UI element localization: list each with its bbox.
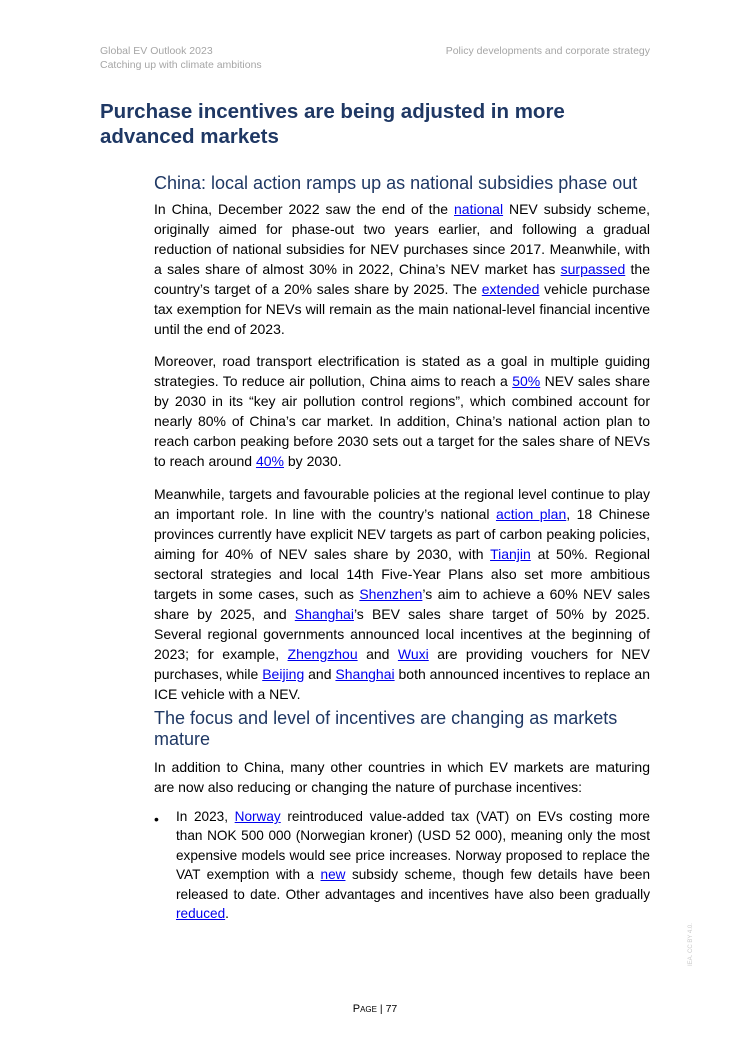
- link-surpassed[interactable]: surpassed: [560, 261, 626, 277]
- link-tianjin[interactable]: Tianjin: [490, 546, 531, 562]
- license-note: IEA. CC BY 4.0.: [688, 923, 694, 966]
- link-50-percent[interactable]: 50%: [512, 373, 541, 389]
- link-new[interactable]: new: [320, 867, 346, 883]
- link-zhengzhou[interactable]: Zhengzhou: [287, 646, 358, 662]
- paragraph-china-regional: Meanwhile, targets and favourable policies at the regional level continue to play an important role. In line with the country’s national action plan, 18 Chinese provinces currently have explicit NEV targets as part of carbon peaking policies, aiming for 40% of NEV sales share by 2030, with Tianjin at 50%. Regional sectoral strategies and local 14th Five-Year Plans also set more ambitious targets in some cases, such as Shenzhen’s aim to achieve a 60% NEV sales share by 2025, and Shanghai’s BEV sales share target of 50% by 2025. Several regional governments announced local incentives at the beginning of 2023; for example, Zhengzhou and Wuxi are providing vouchers for NEV purchases, while Beijing and Shanghai both announced incentives to replace an ICE vehicle with a NEV.: [154, 486, 651, 702]
- link-national[interactable]: national: [454, 201, 504, 217]
- page-separator: |: [379, 1003, 383, 1015]
- section-heading-china: China: local action ramps up as national subsidies phase out: [154, 173, 638, 193]
- link-beijing[interactable]: Beijing: [262, 666, 305, 682]
- paragraph-china-subsidies: In China, December 2022 saw the end of the national NEV subsidy scheme, originally aimed for phase-out two years earlier, and following a gradual reduction of national subsidies for NEV purchases since 2017. Meanwhile, with a sales share of almost 30% in 2022, China’s NEV market has surpassed the country’s target of a 20% sales share by 2025. The extended vehicle purchase tax exemption for NEVs will remain as the main national-level financial incentive until the end of 2023.: [154, 201, 651, 337]
- link-40-percent[interactable]: 40%: [255, 453, 284, 469]
- page-number: 77: [385, 1003, 398, 1015]
- bullet-marker: •: [154, 811, 159, 827]
- link-shanghai-bev[interactable]: Shanghai: [294, 606, 354, 622]
- link-reduced[interactable]: reduced: [176, 906, 226, 922]
- chapter-title: Policy developments and corporate strategy: [445, 45, 650, 57]
- page-footer: [0, 1003, 750, 1015]
- link-wuxi[interactable]: Wuxi: [397, 646, 429, 662]
- paragraph-china-targets: Moreover, road transport electrification is stated as a goal in multiple guiding strategies. To reduce air pollution, China aims to reach a 50% NEV sales share by 2030 in its “key air pollution control regions”, which combined account for nearly 80% of China’s car market. In addition, China’s national action plan to reach carbon peaking before 2030 sets out a target for the sales share of NEVs to reach around 40% by 2030.: [154, 353, 650, 469]
- report-title: Global EV Outlook 2023: [100, 45, 213, 57]
- paragraph-incentives-intro: In addition to China, many other countries in which EV markets are maturing are now also reducing or changing the nature of purchase incentives:: [154, 759, 650, 795]
- page-title: Purchase incentives are being adjusted in more advanced markets: [100, 100, 565, 148]
- link-norway[interactable]: Norway: [234, 809, 281, 824]
- report-subtitle: Catching up with climate ambitions: [100, 59, 262, 71]
- link-action-plan[interactable]: action plan: [495, 506, 567, 522]
- link-shanghai-ice[interactable]: Shanghai: [335, 666, 395, 682]
- bullet-norway: In 2023, Norway reintroduced value-added tax (VAT) on EVs costing more than NOK 500 000 (Norwegian kroner) (USD 52 000), meaning only the most expensive models would see price increases. Norway proposed to replace the VAT exemption with a new subsidy scheme, though few details have been released to date. Other advantages and incentives have also been gradually reduced.: [176, 809, 650, 922]
- link-shenzhen[interactable]: Shenzhen: [359, 586, 423, 602]
- link-extended[interactable]: extended: [481, 281, 540, 297]
- page-label: Page: [352, 1003, 377, 1015]
- running-header-left: [100, 44, 262, 72]
- section-heading-incentives: The focus and level of incentives are changing as markets mature: [154, 708, 618, 749]
